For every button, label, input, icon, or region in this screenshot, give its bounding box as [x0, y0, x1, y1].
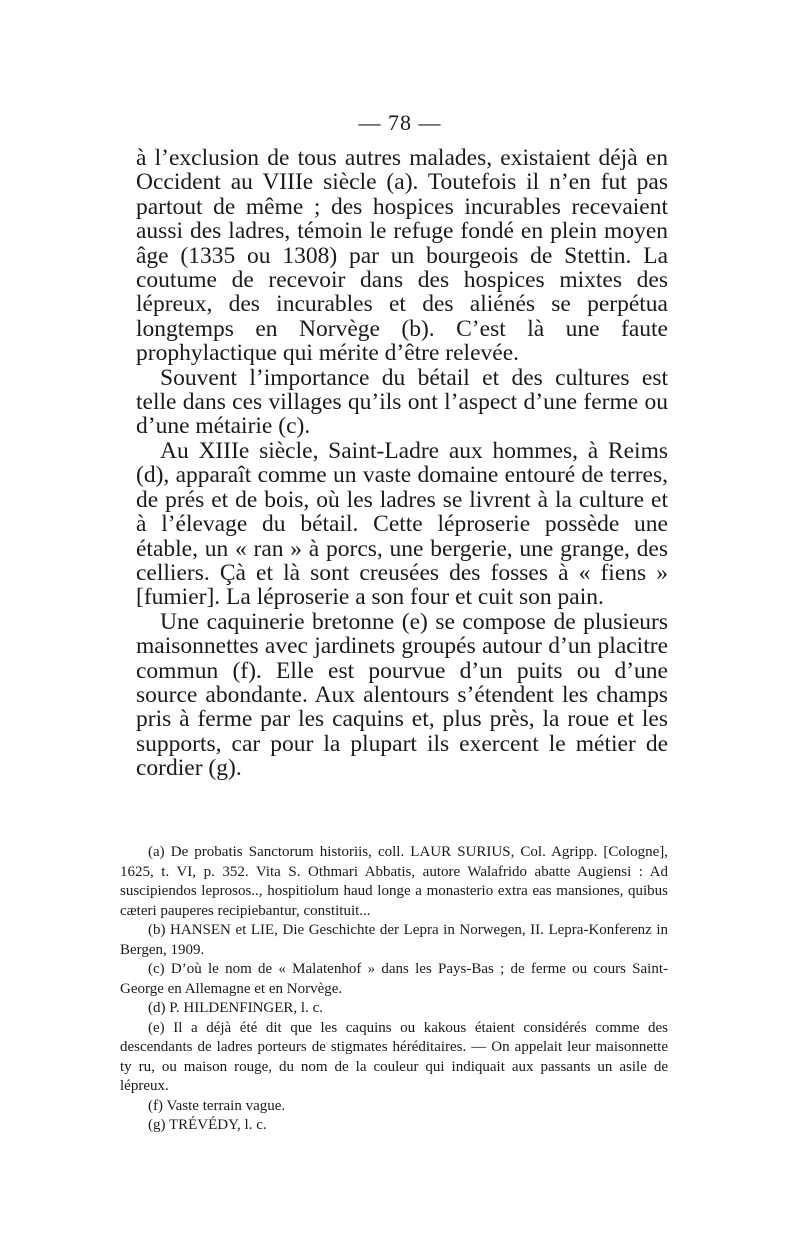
paragraph-1: à l’exclusion de tous autres malades, existaient déjà en Occident au VIIIe siècle (a). Toutefois il n’en fut pas partout de même ; des hospices incurables recevaient aussi des ladres, témoin le refuge fondé en plein moyen âge (1335 ou 1308) par un bourgeois de Stettin. La coutume de recevoir dans des hospices mixtes des lépreux, des incurables et des aliénés se perpétua longtemps en Norvège (b). C’est là une faute prophylactique qui mérite d’être relevée. — [136, 145, 668, 367]
paragraph-4: Une caquinerie bretonne (e) se compose de plusieurs maisonnettes avec jardinets groupés autour d’un placitre commun (f). Elle est pourvue d’un puits ou d’une source abondante. Aux alentours s’étendent les champs pris à ferme par les caquins et, plus près, la roue et les supports, car pour la plupart ils exercent le métier de cordier (g). — [136, 608, 668, 782]
footnotes — [120, 843, 668, 1136]
footnote-f: (f) Vaste terrain vague. — [148, 1097, 286, 1114]
footnote-b: (b) HANSEN et LIE, Die Geschichte der Lepra in Norwegen, II. Lepra-Konferenz in Bergen, 1909. — [120, 922, 668, 958]
footnote-g: (g) TRÉVÉDY, l. c. — [148, 1117, 267, 1133]
page-number: — 78 — — [358, 110, 442, 135]
footnote-e: (e) Il a déjà été dit que les caquins ou kakous étaient considérés comme des descendants de ladres porteurs de stigmates héréditaires. — On appelait leur maisonnette ty ru, ou maison rouge, du nom de la couleur qui indiquait aux passants un asile de lépreux. — [120, 1019, 668, 1094]
footnote-d: (d) P. HILDENFINGER, l. c. — [148, 1000, 323, 1016]
main-text — [136, 146, 668, 781]
footnote-a: (a) De probatis Sanctorum historiis, coll. LAUR SURIUS, Col. Agripp. [Cologne], 1625, t. VI, p. 352. Vita S. Othmari Abbatis, autore Walafrido abatte Augiensi : Ad suscipiendos leprosos.., hospitiolum haud longe a monasterio extra eas mansiones, quibus cæteri pauperes recipiebantur, constituit... — [120, 844, 668, 919]
footnote-c: (c) D’où le nom de « Malatenhof » dans les Pays-Bas ; de ferme ou cours Saint-George en Allemagne et en Norvège. — [120, 961, 668, 997]
paragraph-3: Au XIIIe siècle, Saint-Ladre aux hommes, à Reims (d), apparaît comme un vaste domaine entouré de terres, de prés et de bois, où les ladres se livrent à la culture et à l’élevage du bétail. Cette léproserie possède une étable, un « ran » à porcs, une bergerie, une grange, des celliers. Çà et là sont creusées des fosses à « fiens » [fumier]. La léproserie a son four et cuit son pain. — [136, 437, 668, 611]
paragraph-2: Souvent l’importance du bétail et des cultures est telle dans ces villages qu’ils ont l’aspect d’une ferme ou d’une métairie (c). — [136, 364, 668, 440]
